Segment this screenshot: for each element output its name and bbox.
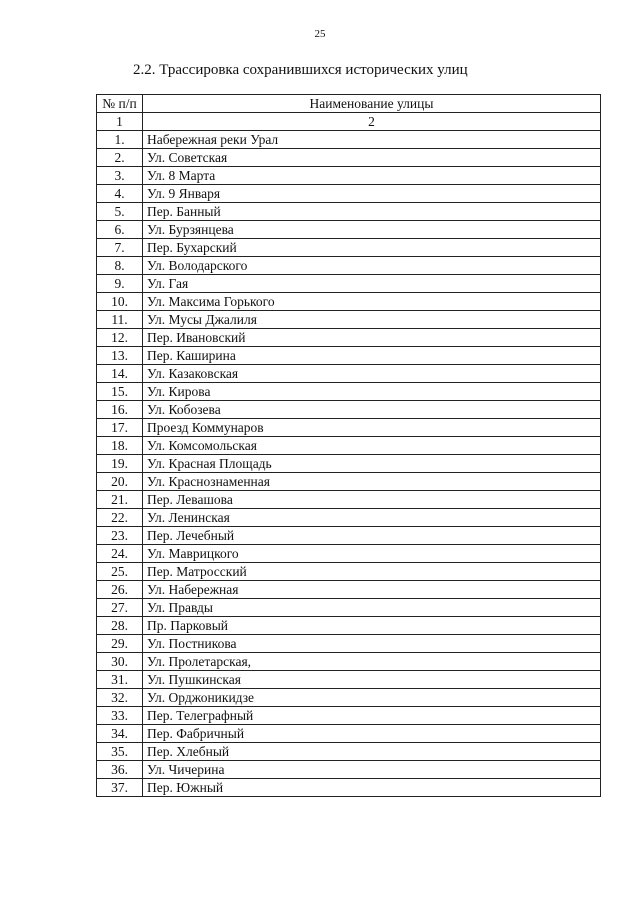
table-row	[97, 563, 601, 581]
table-row	[97, 581, 601, 599]
street-name: Ул. Орджоникидзе	[143, 689, 601, 707]
table-row	[97, 671, 601, 689]
table-row	[97, 599, 601, 617]
table-row	[97, 509, 601, 527]
street-name: Пер. Бухарский	[143, 239, 601, 257]
table-row	[97, 707, 601, 725]
street-name: Пр. Парковый	[143, 617, 601, 635]
table-row	[97, 221, 601, 239]
street-name: Пер. Южный	[143, 779, 601, 797]
row-number: 9.	[97, 275, 143, 293]
table-row	[97, 311, 601, 329]
table-row	[97, 185, 601, 203]
streets-table	[96, 94, 601, 797]
column-index-row	[97, 113, 601, 131]
table-row	[97, 455, 601, 473]
street-name: Ул. Советская	[143, 149, 601, 167]
row-number: 8.	[97, 257, 143, 275]
row-number: 22.	[97, 509, 143, 527]
street-name: Ул. Бурзянцева	[143, 221, 601, 239]
row-number: 27.	[97, 599, 143, 617]
row-number: 10.	[97, 293, 143, 311]
row-number: 31.	[97, 671, 143, 689]
row-number: 30.	[97, 653, 143, 671]
street-name: Пер. Ивановский	[143, 329, 601, 347]
row-number: 18.	[97, 437, 143, 455]
street-name: Набережная реки Урал	[143, 131, 601, 149]
street-name: Ул. Постникова	[143, 635, 601, 653]
row-number: 33.	[97, 707, 143, 725]
table-row	[97, 149, 601, 167]
row-number: 35.	[97, 743, 143, 761]
table-row	[97, 239, 601, 257]
table-row	[97, 743, 601, 761]
street-name: Ул. Правды	[143, 599, 601, 617]
header-street-name: Наименование улицы	[143, 95, 601, 113]
table-row	[97, 545, 601, 563]
row-number: 26.	[97, 581, 143, 599]
column-index-2: 2	[143, 113, 601, 131]
street-name: Пер. Хлебный	[143, 743, 601, 761]
table-row	[97, 473, 601, 491]
row-number: 20.	[97, 473, 143, 491]
street-name: Ул. Чичерина	[143, 761, 601, 779]
table-row	[97, 257, 601, 275]
street-name: Ул. Казаковская	[143, 365, 601, 383]
street-name: Ул. Комсомольская	[143, 437, 601, 455]
table-row	[97, 275, 601, 293]
row-number: 12.	[97, 329, 143, 347]
street-name: Ул. Кобозева	[143, 401, 601, 419]
row-number: 6.	[97, 221, 143, 239]
table-row	[97, 635, 601, 653]
street-name: Пер. Левашова	[143, 491, 601, 509]
row-number: 7.	[97, 239, 143, 257]
page-number: 25	[314, 28, 326, 40]
street-name: Ул. Ленинская	[143, 509, 601, 527]
table-header-row	[97, 95, 601, 113]
street-name: Ул. 9 Января	[143, 185, 601, 203]
street-name: Ул. Пролетарская,	[143, 653, 601, 671]
table-row	[97, 365, 601, 383]
row-number: 19.	[97, 455, 143, 473]
row-number: 5.	[97, 203, 143, 221]
row-number: 16.	[97, 401, 143, 419]
row-number: 29.	[97, 635, 143, 653]
row-number: 17.	[97, 419, 143, 437]
row-number: 3.	[97, 167, 143, 185]
table-row	[97, 653, 601, 671]
table-row	[97, 167, 601, 185]
table-row	[97, 491, 601, 509]
street-name: Пер. Каширина	[143, 347, 601, 365]
table-row	[97, 383, 601, 401]
section-title: 2.2. Трассировка сохранившихся исторических улиц	[133, 62, 468, 78]
table-row	[97, 437, 601, 455]
table-row	[97, 329, 601, 347]
street-name: Пер. Телеграфный	[143, 707, 601, 725]
row-number: 4.	[97, 185, 143, 203]
row-number: 1.	[97, 131, 143, 149]
table-row	[97, 131, 601, 149]
street-name: Ул. Гая	[143, 275, 601, 293]
row-number: 11.	[97, 311, 143, 329]
street-name: Пер. Фабричный	[143, 725, 601, 743]
street-name: Ул. Кирова	[143, 383, 601, 401]
table-row	[97, 725, 601, 743]
table-row	[97, 401, 601, 419]
column-index-1: 1	[97, 113, 143, 131]
row-number: 25.	[97, 563, 143, 581]
row-number: 34.	[97, 725, 143, 743]
street-name: Ул. Краснознаменная	[143, 473, 601, 491]
street-name: Проезд Коммунаров	[143, 419, 601, 437]
street-name: Ул. 8 Марта	[143, 167, 601, 185]
table-row	[97, 761, 601, 779]
table-row	[97, 203, 601, 221]
street-name: Пер. Матросский	[143, 563, 601, 581]
street-name: Пер. Банный	[143, 203, 601, 221]
street-name: Ул. Максима Горького	[143, 293, 601, 311]
street-name: Пер. Лечебный	[143, 527, 601, 545]
row-number: 28.	[97, 617, 143, 635]
street-name: Ул. Красная Площадь	[143, 455, 601, 473]
row-number: 13.	[97, 347, 143, 365]
table-row	[97, 527, 601, 545]
row-number: 2.	[97, 149, 143, 167]
row-number: 14.	[97, 365, 143, 383]
row-number: 36.	[97, 761, 143, 779]
table-row	[97, 419, 601, 437]
row-number: 37.	[97, 779, 143, 797]
street-name: Ул. Набережная	[143, 581, 601, 599]
table-row	[97, 779, 601, 797]
row-number: 21.	[97, 491, 143, 509]
table-row	[97, 689, 601, 707]
street-name: Ул. Маврицкого	[143, 545, 601, 563]
row-number: 15.	[97, 383, 143, 401]
table-row	[97, 347, 601, 365]
row-number: 32.	[97, 689, 143, 707]
street-name: Ул. Володарского	[143, 257, 601, 275]
table-row	[97, 293, 601, 311]
street-name: Ул. Пушкинская	[143, 671, 601, 689]
row-number: 23.	[97, 527, 143, 545]
table-row	[97, 617, 601, 635]
street-name: Ул. Мусы Джалиля	[143, 311, 601, 329]
row-number: 24.	[97, 545, 143, 563]
header-number: № п/п	[97, 95, 143, 113]
